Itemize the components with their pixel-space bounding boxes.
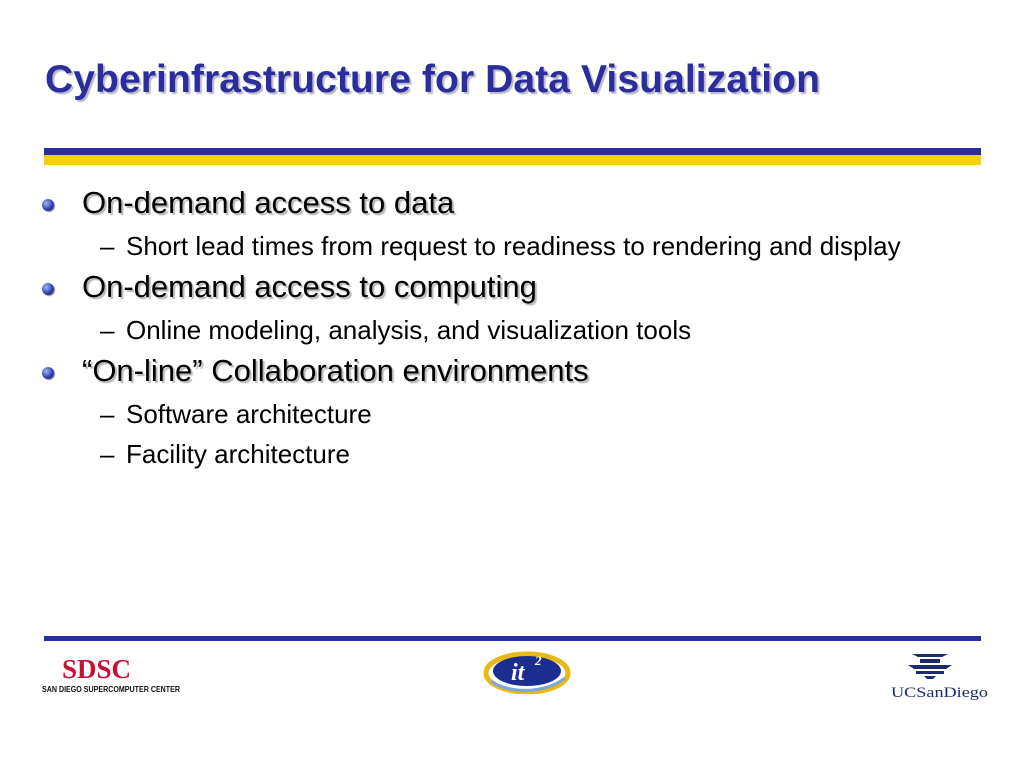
bullet-icon	[42, 367, 54, 379]
sub-bullet-item	[42, 438, 992, 470]
ucsd-emblem-icon	[908, 654, 952, 679]
bullet-text: On-demand access to computing	[82, 269, 537, 304]
it2-logo	[483, 648, 575, 694]
dash-marker: –	[100, 439, 115, 469]
title-divider-blue	[44, 148, 981, 155]
bullet-icon	[42, 283, 54, 295]
bullet-list	[42, 178, 992, 470]
sdsc-logo-abbr: SDSC	[62, 654, 132, 684]
bullet-item	[42, 268, 992, 306]
bullet-text: On-demand access to data	[82, 185, 455, 220]
dash-marker: –	[100, 315, 115, 345]
bullet-item	[42, 352, 992, 390]
sdsc-logo	[42, 654, 202, 696]
title-divider	[44, 148, 981, 165]
ucsd-logo-text: UCSanDiego	[891, 685, 988, 701]
it2-logo-superscript: 2	[535, 653, 542, 668]
sub-bullet-item	[42, 398, 992, 430]
it2-logo-text: it	[511, 660, 525, 686]
dash-marker: –	[100, 231, 115, 261]
sub-bullet-text: Facility architecture	[126, 439, 350, 469]
sdsc-logo-fullname: SAN DIEGO SUPERCOMPUTER CENTER	[42, 684, 181, 694]
sub-bullet-item	[42, 230, 992, 262]
sub-bullet-text: Software architecture	[126, 399, 372, 429]
footer-divider	[44, 636, 981, 641]
bullet-text: “On-line” Collaboration environments	[82, 353, 589, 388]
slide-title: Cyberinfrastructure for Data Visualization	[45, 58, 821, 101]
dash-marker: –	[100, 399, 115, 429]
title-divider-yellow	[44, 155, 981, 165]
sub-bullet-text: Short lead times from request to readiness to rendering and display	[126, 231, 901, 261]
sub-bullet-text: Online modeling, analysis, and visualization tools	[126, 315, 692, 345]
sub-bullet-item	[42, 314, 992, 346]
bullet-item	[42, 184, 992, 222]
bullet-icon	[42, 199, 54, 211]
ucsd-logo	[890, 650, 990, 702]
